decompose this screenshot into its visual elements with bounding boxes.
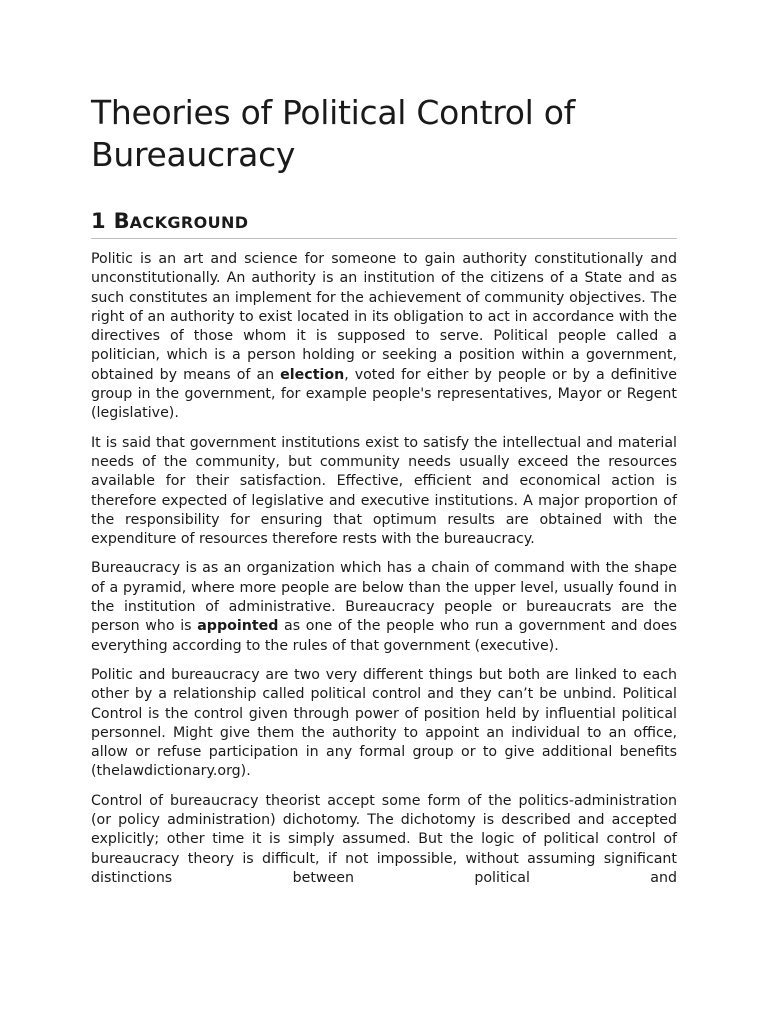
paragraph-3-text-a: Bureaucracy is as an organization which has a chain of command with the shape of a pyramid, where more people are below than the upper level, usually found in the institution of administrative. Bureaucracy people or bureaucrats are the person who is [91, 560, 677, 635]
paragraph-2: It is said that government institutions exist to satisfy the intellectual and material needs of the community, but community needs usually exceed the resources available for their satisfaction. Effective, efficient and economical action is therefore expected of legislative and executive institutions. A major proportion of the responsibility for ensuring that optimum results are obtained with the expenditure of resources therefore rests with the bureaucracy. [91, 434, 677, 548]
section-heading-rest: ACKGROUND [129, 213, 249, 232]
keyword-election: election [280, 366, 345, 383]
section-heading-background [91, 208, 677, 239]
paragraph-1 [91, 250, 677, 424]
paragraph-1-text-b: , voted for either by people or by a definitive group in the government, for example people's representatives, Mayor or Regent (legislative). [91, 366, 677, 422]
paragraph-4: Politic and bureaucracy are two very different things but both are linked to each other by a relationship called political control and they can’t be unbind. Political Control is the control given through power of position held by influential political personnel. Might give them the authority to appoint an individual to an office, allow or refuse participation in any formal group or to give additional benefits (thelawdictionary.org). [91, 666, 677, 780]
keyword-appointed: appointed [197, 618, 279, 635]
paragraph-1-text-a: Politic is an art and science for someone to gain authority constitutionally and unconstitutionally. An authority is an institution of the citizens of a State and as such constitutes an implement for the achievement of community objectives. The right of an authority to exist located in its obligation to act in accordance with the directives of those whom it is supposed to serve. Political people called a politician, which is a person holding or seeking a position within a government, obtained by means of an [91, 251, 677, 383]
section-heading-initial: B [113, 209, 130, 233]
document-page [91, 92, 677, 888]
document-title: Theories of Political Control of Bureaucracy [91, 93, 575, 174]
paragraph-3-text-b: as one of the people who run a government and does everything according to the rules of that government (executive). [91, 618, 677, 654]
paragraph-5: Control of bureaucracy theorist accept some form of the politics-administration (or policy administration) dichotomy. The dichotomy is described and accepted explicitly; other time it is simply assumed. But the logic of political control of bureaucracy theory is difficult, if not impossible, without assuming significant distinctions between political and [91, 792, 677, 886]
paragraph-3 [91, 559, 677, 655]
section-number: 1 [91, 209, 106, 233]
